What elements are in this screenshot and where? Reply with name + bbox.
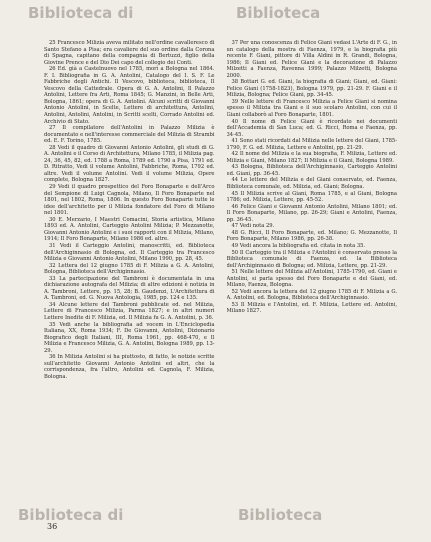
footnote: 28 Vedi il quadro di Giovanni Antonio Antolini, gli studi di G. A. Antolini e il Corso di Architettura, Milano 1785, il Milizia pag. 24, 36, 45, 82, ed. 1788 a Roma, 1789 ed. 1790 a Pisa, 1791 ed. D. Ritratto, Vedi il volume Antolini, Fabbriche, Roma, 1792 ed. altre. Vedi il volume Antolini. Vedi il volume Milizia, Opere complete, Bologna 1827.	[44, 144, 215, 184]
footnote: 46 Felice Giani e Giovanni Antonio Antolini, Milano 1801; ed. Il Foro Bonaparte, Milano, pp. 26-29; Giani e Antolini, Faenza, pp. 36-45.	[226, 203, 397, 223]
footnote: 32 Lettera del 12 giugno 1785 di F. Milizia a G. A. Antolini, Bologna, Biblioteca dell'Archiginnasio.	[44, 262, 215, 276]
footnote: 49 Vedi ancora la bibliografia ed. citata in nota 35.	[231, 242, 366, 249]
footnotes-columns	[44, 40, 397, 510]
footnote: 29 Vedi il quadro prospettico del Foro Bonaparte e dell'Arco del Sempione di Luigi Cagnola, Milano, Il Foro Bonaparte nel 1801, nel 1802, Roma, 1806. In questo Foro Bonaparte tutte le idee dell'architetto per il Milizia fondatore del Foro di Milano nel 1801.	[44, 184, 215, 217]
footnote: 35 Vedi anche la bibliografia ad vocem in L'Enciclopedia Italiana, XX, Roma 1934; F. De Giovanni, Antolini, Dizionario Biografico degli Italiani, III, Roma 1961, pp. 468-470, e Il Milizia e Francesco Milizia, G. A. Antolini, Bologna 1989, pp. 13-29.	[44, 321, 215, 354]
footnote: 40 Il nome di Felice Giani è ricordato nei documenti dell'Accademia di San Luca; ed. G. Ricci, Roma e Faenza, pp. 34-45.	[226, 118, 397, 138]
footnote: 25 Francesco Milizia aveva militato nell'ordine cavalleresco di Santo Stefano a Pisa; era cavaliere del suo ordine dalla Corona di Spagna, capitano della compagnia di Bertuzzi, figlio della Giovine Prence e del Dio Dei capo del collegio dei Conti.	[44, 40, 215, 66]
footnote: 31 Vedi il Carteggio Antolini, manoscritti, ed. Biblioteca dell'Archiginnasio di Bologna, ed. Il Carteggio tra Francesco Milizia e Giovanni Antonio Antolini, Milano 1990, pp. 28, 45.	[44, 242, 215, 263]
footnote: 39 Nelle lettere di Francesco Milizia a Felice Giani si nomina spesso il Milizia tra Giani e il suo scolaro Antolini, con cui il Giani collaborò al Foro Bonaparte, 1801.	[226, 98, 397, 119]
footnotes-right-column	[227, 40, 398, 510]
footnote: 34 Alcune lettere del Tambroni pubblicate ed. nel Milizia, Lettere di Francesco Milizia, Parma 1827; e in altri numeri Lettere Inedite di F. Milizia, ed. Il Milizia fu G. A. Antolini, p. 36.	[44, 301, 215, 321]
footnote: 51 Nelle lettere del Milizia all'Antolini, 1785-1790, ed. Giani e Antolini, si parla spesso del Foro Bonaparte e del Giani, ed. Milano, Faenza, Bologna.	[226, 269, 397, 289]
footnote: 37 Per una conoscenza di Felice Giani vedasi L'Arte di F. G., in un catalogo della mostra di Faenza, 1979, e la biografia più recente F. Giani, pittore di Villa Aldini in R. Grandi, Bologna, 1986; Il Giani ed. Felice Giani e la decorazione di Palazzo Milzetti a Faenza, Ravenna 1999; Palazzo Milzetti, Bologna 2000.	[226, 40, 397, 79]
footnote: 30 E. Merzario, I Maestri Comacini, Storia artistica, Milano 1893 ed. A. Antolini, Carteggio Antolini Milizia; P. Mezzanotte, Giovanni Antonio Antolini e i suoi rapporti con il Milizia, Milano, 1914; Il Foro Bonaparte, Milano 1986 ed. altre.	[44, 216, 215, 243]
footnote: 27 Il compilatore dell'Antolini in Palazzo Milizia è documentato e nell'interesse commerciale del Milizia di Strambi ed. E. F. Torino, 1785.	[44, 125, 215, 145]
footnote: 44 Le lettere del Milizia e del Giani conservate, ed. Faenza, Biblioteca comunale, ed. Milizia, ed. Giani; Bologna.	[226, 177, 397, 191]
watermark: Biblioteca di	[18, 506, 124, 524]
footnote: 50 Il Carteggio tra il Milizia e l'Antolini è conservato presso la Biblioteca comunale di Faenza, ed. la Biblioteca dell'Archiginnasio di Bologna; ed. Milizia, Lettere, pp. 21-29.	[226, 249, 397, 269]
footnote: 36 In Milizia Antolini si ha piuttosto, di fatto, le notizie scritte sull'architetto Giovanni Antonio Antolini ed altri, che la corrispondenza, fra l'altro, Antolini ed. Cagnola, F. Milizia, Bologna.	[44, 354, 215, 380]
footnote: 53 Il Milizia e l'Antolini, ed. F. Milizia, Lettere ed. Antolini, Milano 1827.	[226, 301, 397, 315]
footnote: 43 Bologna, Biblioteca dell'Archiginnasio, Carteggio Antolini ed. Giani, pp. 36-45.	[226, 164, 397, 177]
footnote: 41 Sono stati ricordati dal Milizia nelle lettere del Giani, 1785-1790, F. G. ed. Milizia, Lettere e Antolini, pp. 21-29.	[226, 138, 397, 151]
footnote: 52 Vedi ancora la lettera del 12 giugno 1785 di F. Milizia a G. A. Antolini, ed. Bologna, Biblioteca dell'Archiginnasio.	[226, 288, 397, 302]
footnote: 48 G. Ricci, Il Foro Bonaparte, ed. Milano; G. Mezzanotte, Il Foro Bonaparte, Milano 1986, pp. 26-38.	[226, 229, 397, 243]
footnote: 45 Il Milizia scrive al Giani, Roma 1785, e al Giani, Bologna 1786; ed. Milizia, Lettere, pp. 45-52.	[226, 190, 397, 204]
footnote: 26 Ed. già a Castelnuovo nel 1785, morì a Bologna nel 1864. F. I. Bibliografia in G. A. Antolini, Catalogo del I. S. F. Le Fabbriche degli Antichi. Il Vescovo, biblioteca, biblioteca, Il Vescovo della Cattedrale. Opera di G. A. Antolini, Il Palazzo Antolini, Lettere fra Arti, Roma 1845; G. Manzini, in Belle Arti, Bologna, 1861; opera di G. A. Antolini. Alcuni scritti di Giovanni Antonio Antolini, in Scelte, Lettere di architettura, Antolini, Antolini, Antolini, Antolini, in Scritti scelti, Corrado Antolini ed. Archivio di Stato.	[44, 66, 215, 125]
watermark: Biblioteca	[238, 506, 323, 524]
page-number: 36	[47, 522, 58, 531]
footnotes-left-column	[44, 40, 215, 510]
footnote: 38 Bottari G. ed. Giani, la biografia di Giani; Giani, ed. Giani: Felice Giani (1758-1823), Bologna 1979, pp. 21-29. F. Giani e il Milizia, Bologna; Felice Giani, pp. 34-45.	[226, 79, 397, 99]
footnote: 42 Il nome del Milizia e la sua biografia, F. Milizia, Lettere ed. Milizia e Giani, Milano 1827; Il Milizia e il Giani, Bologna 1989.	[226, 151, 397, 164]
footnote: 47 Vedi nota 29.	[231, 223, 275, 230]
watermark: Biblioteca	[236, 4, 321, 22]
footnote: 33 La partecipazione del Tambroni è documentata in una dichiarazione autografa del Milizia; di altre edizioni è notizia in A. Tambroni, Lettere, pp. 15, 28; B. Gaudenzi, L'Architettura di A. Tambroni, ed. G. Nuova Antologia, 1985, pp. 124 e 135.	[44, 275, 215, 302]
watermark: Biblioteca di	[28, 4, 134, 22]
